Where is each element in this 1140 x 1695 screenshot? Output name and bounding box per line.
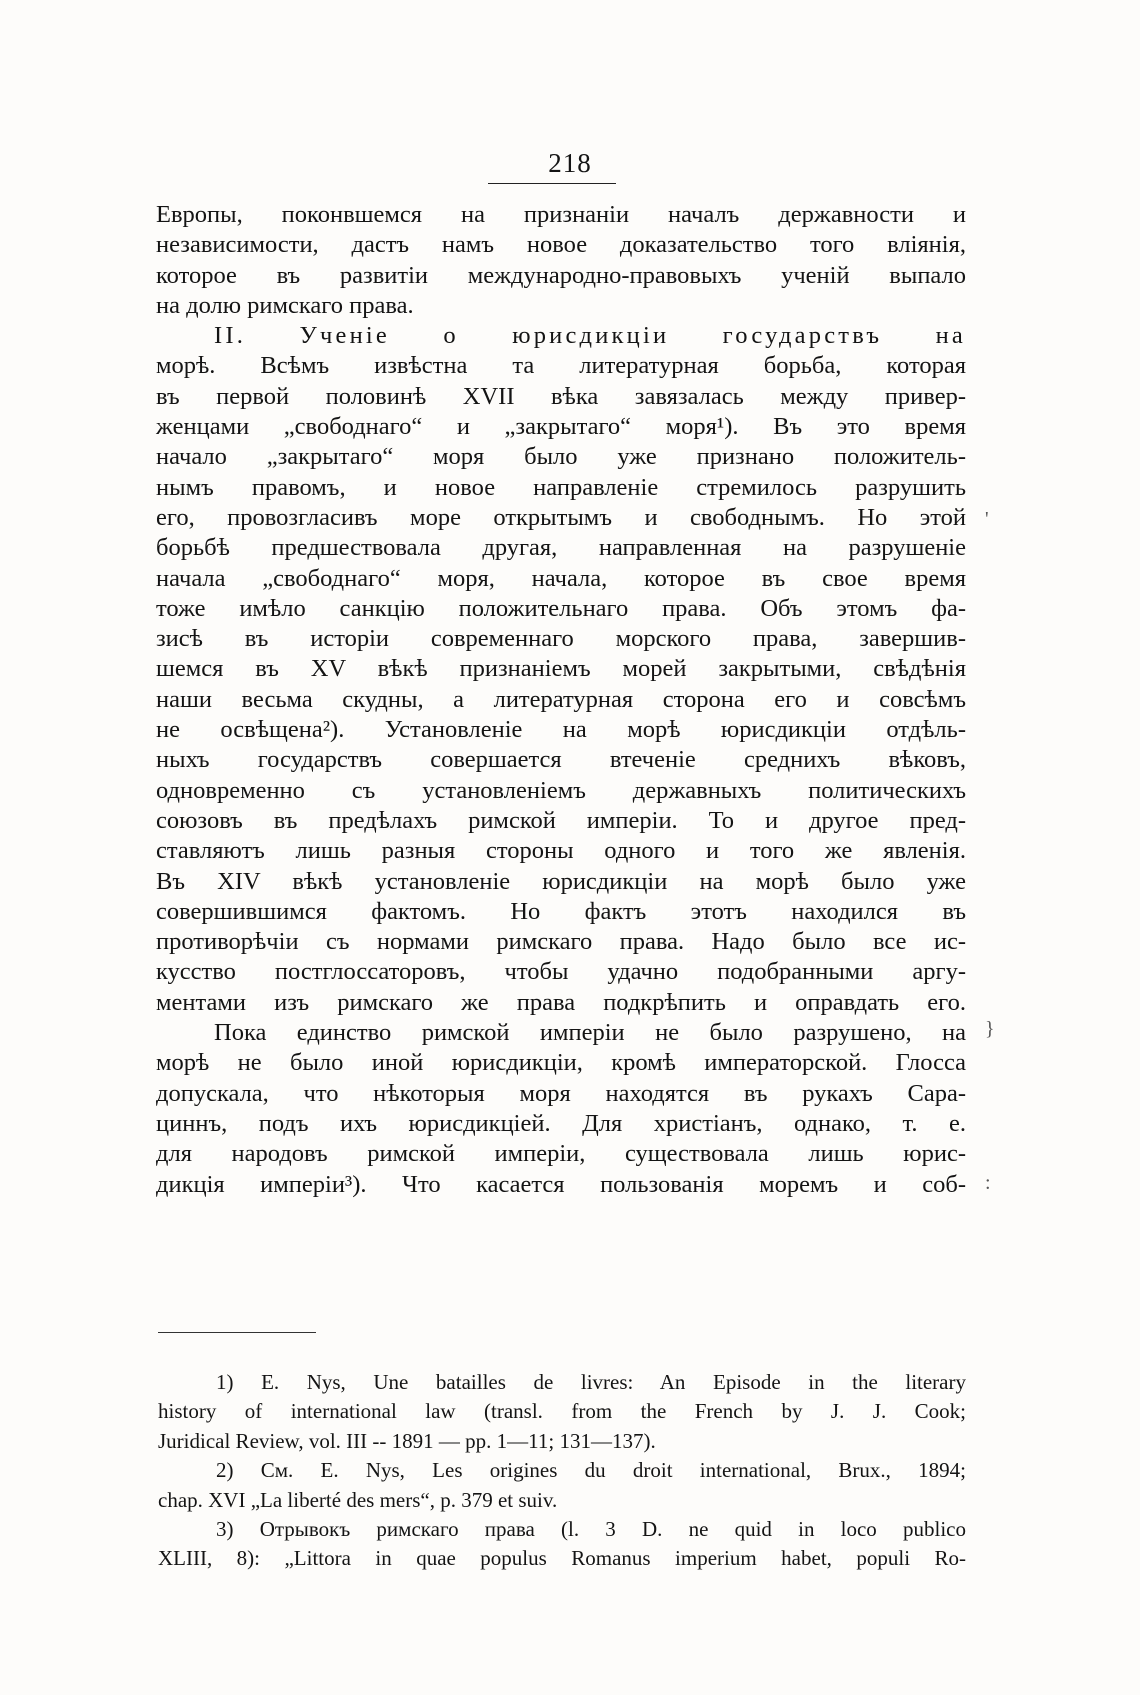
text-line: не освѣщена²). Установленіе на морѣ юрисдикціи отдѣль- <box>156 716 966 744</box>
text-line: Въ XIV вѣкѣ установленіе юрисдикціи на морѣ было уже <box>156 867 966 895</box>
text-line: нымъ правомъ, и новое направленіе стремилось разрушить <box>156 473 966 501</box>
footnote-line: 2) См. E. Nys, Les origines du droit international, Brux., 1894; <box>216 1458 966 1483</box>
footnote-line: Juridical Review, vol. III -- 1891 — pp. 1—11; 131—137). <box>158 1428 656 1453</box>
scan-mark: } <box>985 1018 995 1040</box>
text-line: женцами „свободнаго“ и „закрытаго“ моря¹). Въ это время <box>156 413 966 441</box>
text-line: на долю римскаго права. <box>156 291 414 319</box>
text-line: его, провозгласивъ море открытымъ и свободнымъ. Но этой <box>156 503 966 531</box>
text-line: противорѣчіи съ нормами римскаго права. Надо было все ис- <box>156 928 966 956</box>
text-line: тоже имѣло санкцію положительнаго права. Объ этомъ фа- <box>156 594 966 622</box>
body-text <box>156 200 966 1200</box>
page-number: 218 <box>548 148 592 178</box>
footnote-line: history of international law (transl. from the French by J. J. Cook; <box>158 1399 966 1424</box>
footnotes <box>158 1368 966 1574</box>
footnote-line: chap. XVI „La liberté des mers“, p. 379 et suiv. <box>158 1487 558 1512</box>
footnote-line: XLIII, 8): „Littora in quae populus Romanus imperium habet, populi Ro- <box>158 1546 966 1571</box>
text-line: союзовъ въ предѣлахъ римской имперіи. То и другое пред- <box>156 806 966 834</box>
text-line: допускала, что нѣкоторыя моря находятся въ рукахъ Сара- <box>156 1079 966 1107</box>
text-line: морѣ не было иной юрисдикціи, кромѣ императорской. Глосса <box>156 1049 966 1077</box>
text-line: которое въ развитіи международно-правовыхъ ученій выпало <box>156 261 966 289</box>
text-line: зисѣ въ исторіи современнаго морского права, завершив- <box>156 625 966 653</box>
page-number-rule <box>488 183 616 184</box>
text-line: циннъ, подъ ихъ юрисдикціей. Для христіанъ, однако, т. е. <box>156 1109 966 1137</box>
text-line: ставляютъ лишь разныя стороны одного и того же явленія. <box>156 837 966 865</box>
footnote-line: 3) Отрывокъ римскаго права (l. 3 D. ne quid in loco publico <box>216 1516 966 1541</box>
scan-mark: : <box>985 1172 991 1194</box>
text-line: наши весьма скудны, а литературная сторона его и совсѣмъ <box>156 685 966 713</box>
text-line: дикція имперіи³). Что касается пользованія моремъ и соб- <box>156 1170 966 1198</box>
footnote-line: 1) E. Nys, Une batailles de livres: An Episode in the literary <box>216 1370 966 1394</box>
paragraph-start-line: Пока единство римской имперіи не было разрушено, на <box>214 1019 966 1047</box>
text-line: ныхъ государствъ совершается втеченіе среднихъ вѣковъ, <box>156 746 966 774</box>
text-line: кусство постглоссаторовъ, чтобы удачно подобранными аргу- <box>156 958 966 986</box>
text-line: начала „свободнаго“ моря, начала, которое въ свое время <box>156 564 966 592</box>
text-line: шемся въ XV вѣкѣ признаніемъ морей закрытыми, свѣдѣнія <box>156 655 966 683</box>
text-line: Европы, поконвшемся на признаніи началъ державности и <box>156 201 966 228</box>
text-line: въ первой половинѣ XVII вѣка завязалась между привер- <box>156 382 966 410</box>
text-line: одновременно съ установленіемъ державныхъ политическихъ <box>156 776 966 804</box>
text-line: независимости, дастъ намъ новое доказательство того вліянія, <box>156 231 966 259</box>
text-line: морѣ. Всѣмъ извѣстна та литературная борьба, которая <box>156 352 966 380</box>
section-heading: II. Ученіе о юрисдикціи государствъ на <box>214 322 966 350</box>
text-line: борьбѣ предшествовала другая, направленная на разрушеніе <box>156 534 966 562</box>
footnote-separator <box>158 1332 316 1333</box>
text-line: ментами изъ римскаго же права подкрѣпить и оправдать его. <box>156 988 966 1016</box>
text-line: начало „закрытаго“ моря было уже признано положитель- <box>156 443 966 471</box>
text-line: для народовъ римской имперіи, существовала лишь юрис- <box>156 1140 966 1168</box>
text-line: совершившимся фактомъ. Но фактъ этотъ находился въ <box>156 897 966 925</box>
scan-mark: ' <box>985 508 989 530</box>
